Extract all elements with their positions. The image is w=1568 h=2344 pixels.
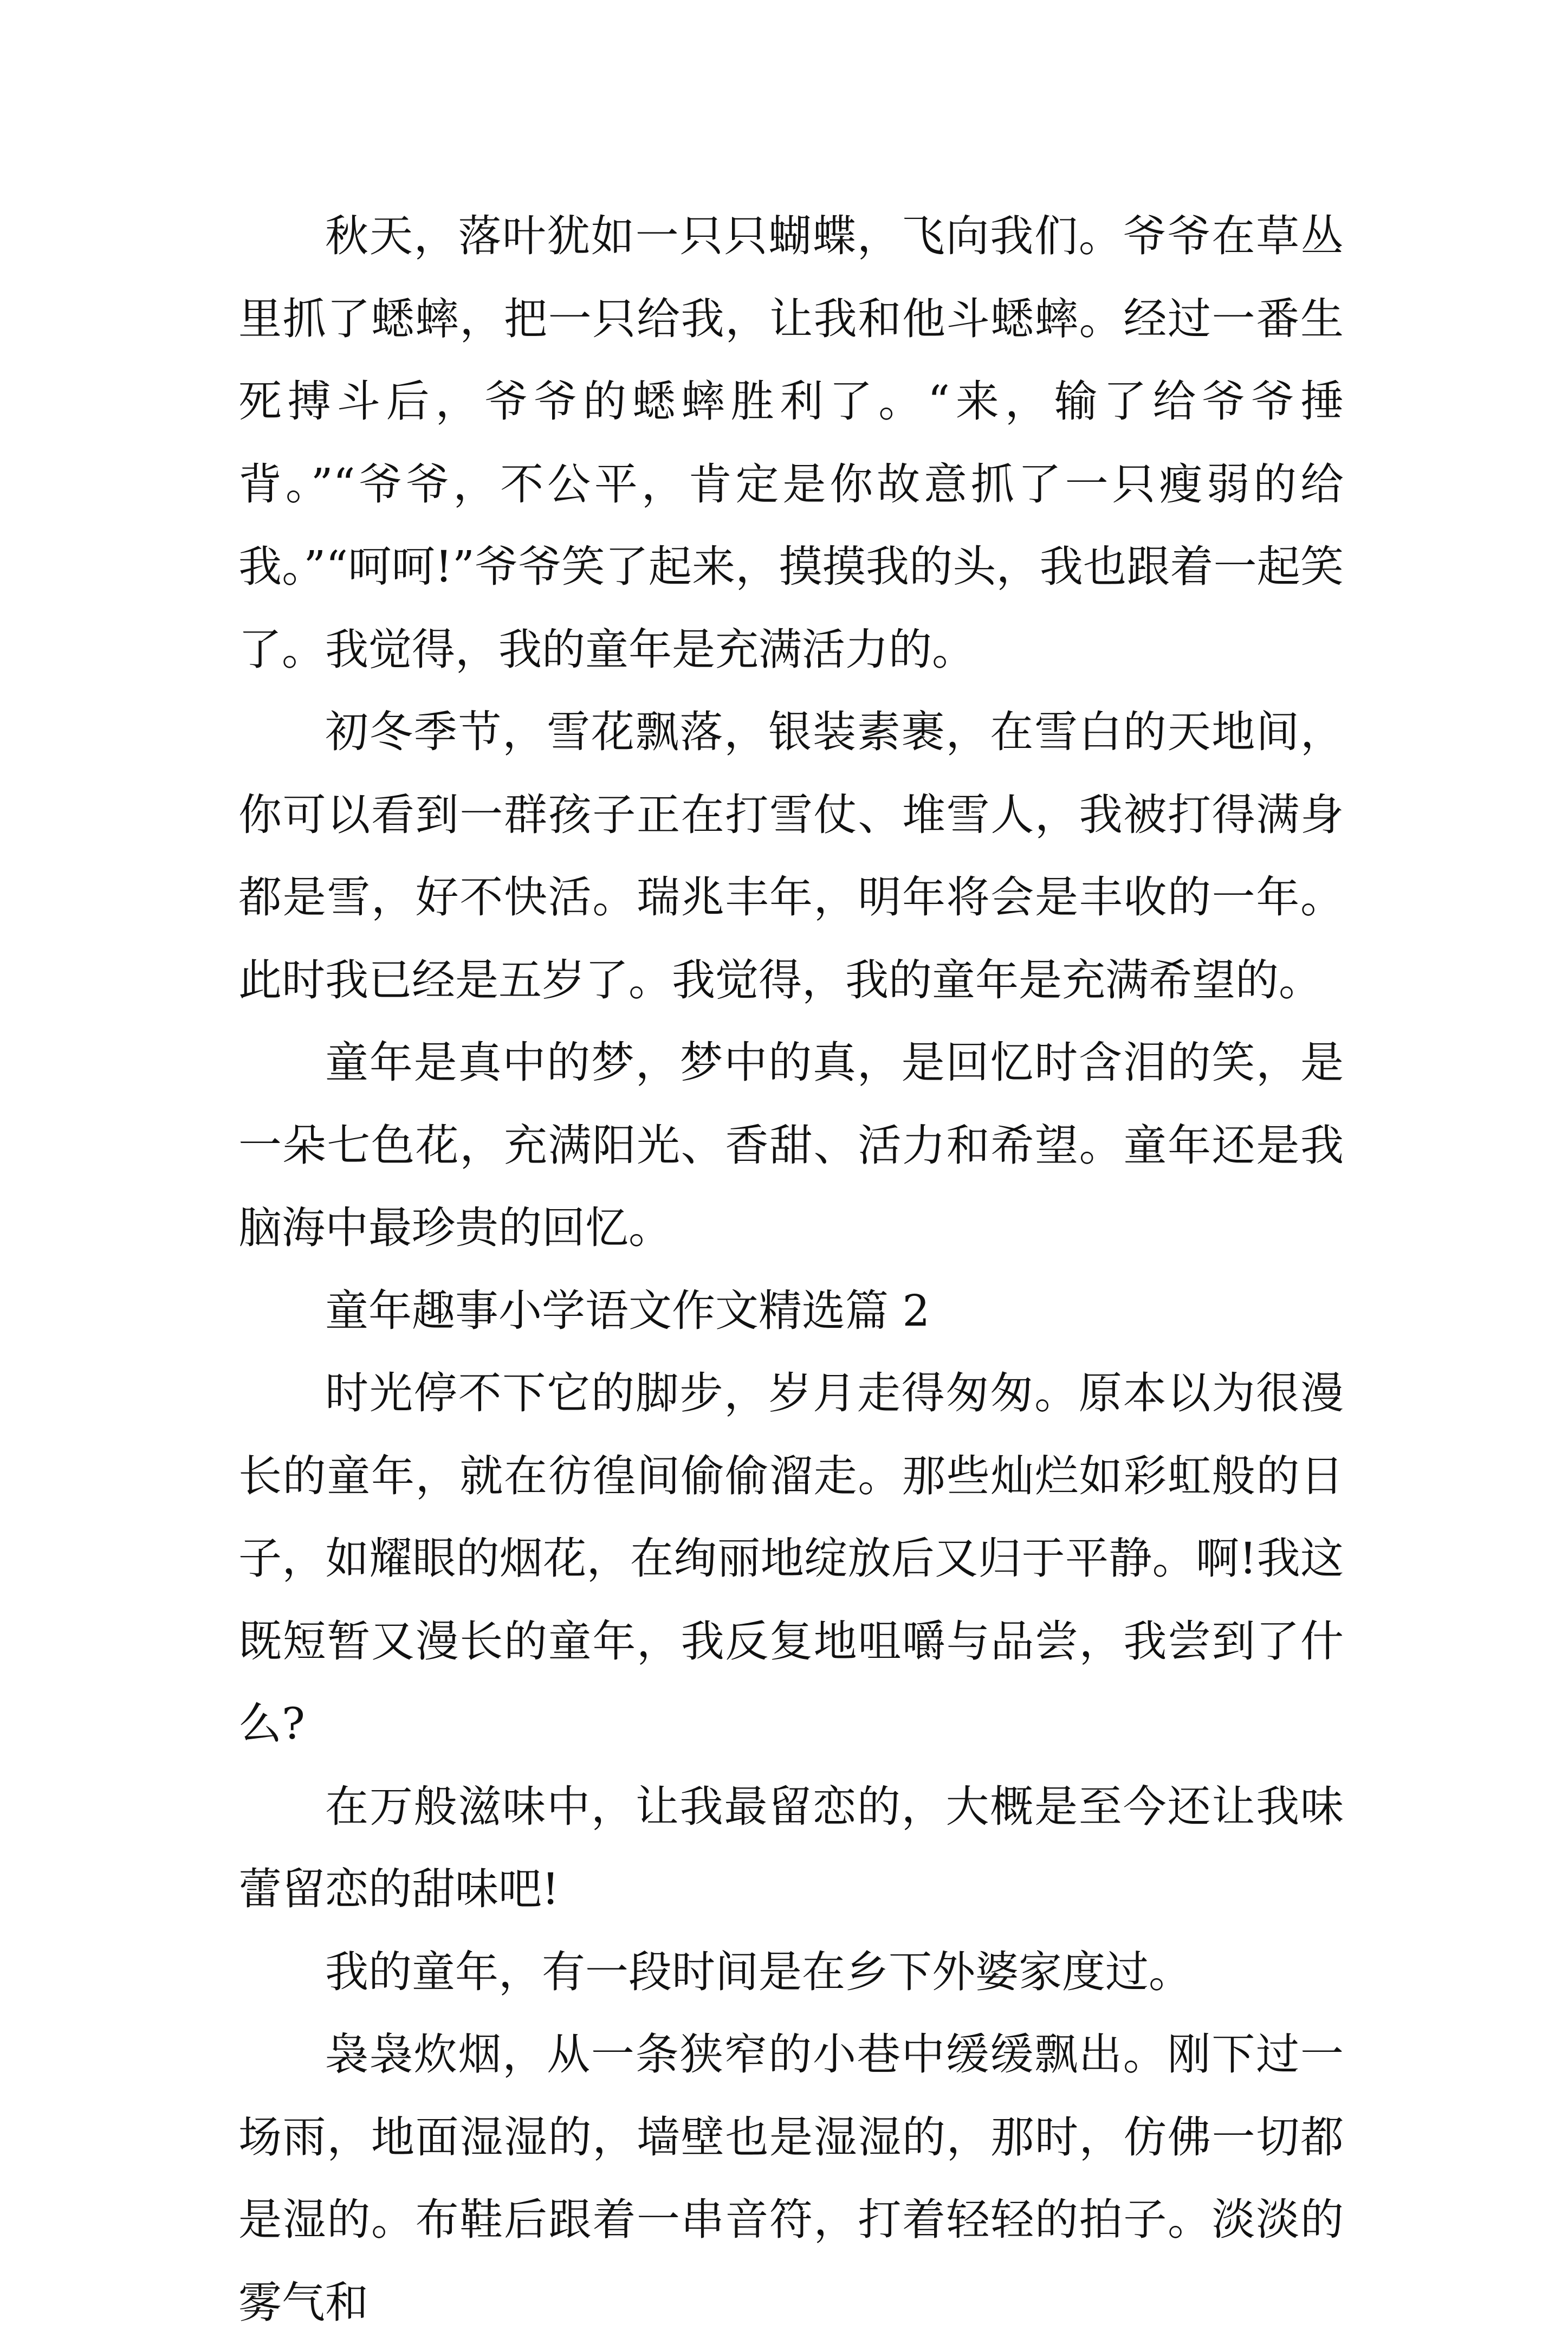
paragraph-time-passing: 时光停不下它的脚步，岁月走得匆匆。原本以为很漫长的童年，就在彷徨间偷偷溜走。那些灿烂如彩虹般的日子，如耀眼的烟花，在绚丽地绽放后又归于平静。啊!我这既短暂又漫长的童年，我反复地咀嚼与品尝，我尝到了什么? (238, 1368, 1344, 1749)
paragraph-autumn: 秋天，落叶犹如一只只蝴蝶，飞向我们。爷爷在草丛里抓了蟋蟀，把一只给我，让我和他斗蟋蟀。经过一番生死搏斗后，爷爷的蟋蟀胜利了。“来，输了给爷爷捶背。”“爷爷，不公平，肯定是你故意抓了一只瘦弱的给我。”“呵呵!”爷爷笑了起来，摸摸我的头，我也跟着一起笑了。我觉得，我的童年是充满活力的。 (238, 211, 1344, 675)
paragraph-winter: 初冬季节，雪花飘落，银装素裹，在雪白的天地间，你可以看到一群孩子正在打雪仗、堆雪人，我被打得满身都是雪，好不快活。瑞兆丰年，明年将会是丰收的一年。此时我已经是五岁了。我觉得，我的童年是充满希望的。 (238, 707, 1344, 1005)
paragraph-grandma-house: 我的童年，有一段时间是在乡下外婆家度过。 (325, 1946, 1192, 1997)
paragraph-smoke-alley: 袅袅炊烟，从一条狭窄的小巷中缓缓飘出。刚下过一场雨，地面湿湿的，墙壁也是湿湿的，那时，仿佛一切都是湿的。布鞋后跟着一串音符，打着轻轻的拍子。淡淡的雾气和 (238, 2029, 1344, 2328)
paragraph-sweet-taste: 在万般滋味中，让我最留恋的，大概是至今还让我味蕾留恋的甜味吧! (238, 1781, 1344, 1914)
document-page (238, 195, 1344, 2344)
paragraph-childhood-summary: 童年是真中的梦，梦中的真，是回忆时含泪的笑，是一朵七色花，充满阳光、香甜、活力和希望。童年还是我脑海中最珍贵的回忆。 (238, 1037, 1344, 1253)
section-title: 童年趣事小学语文作文精选篇 2 (325, 1285, 930, 1336)
